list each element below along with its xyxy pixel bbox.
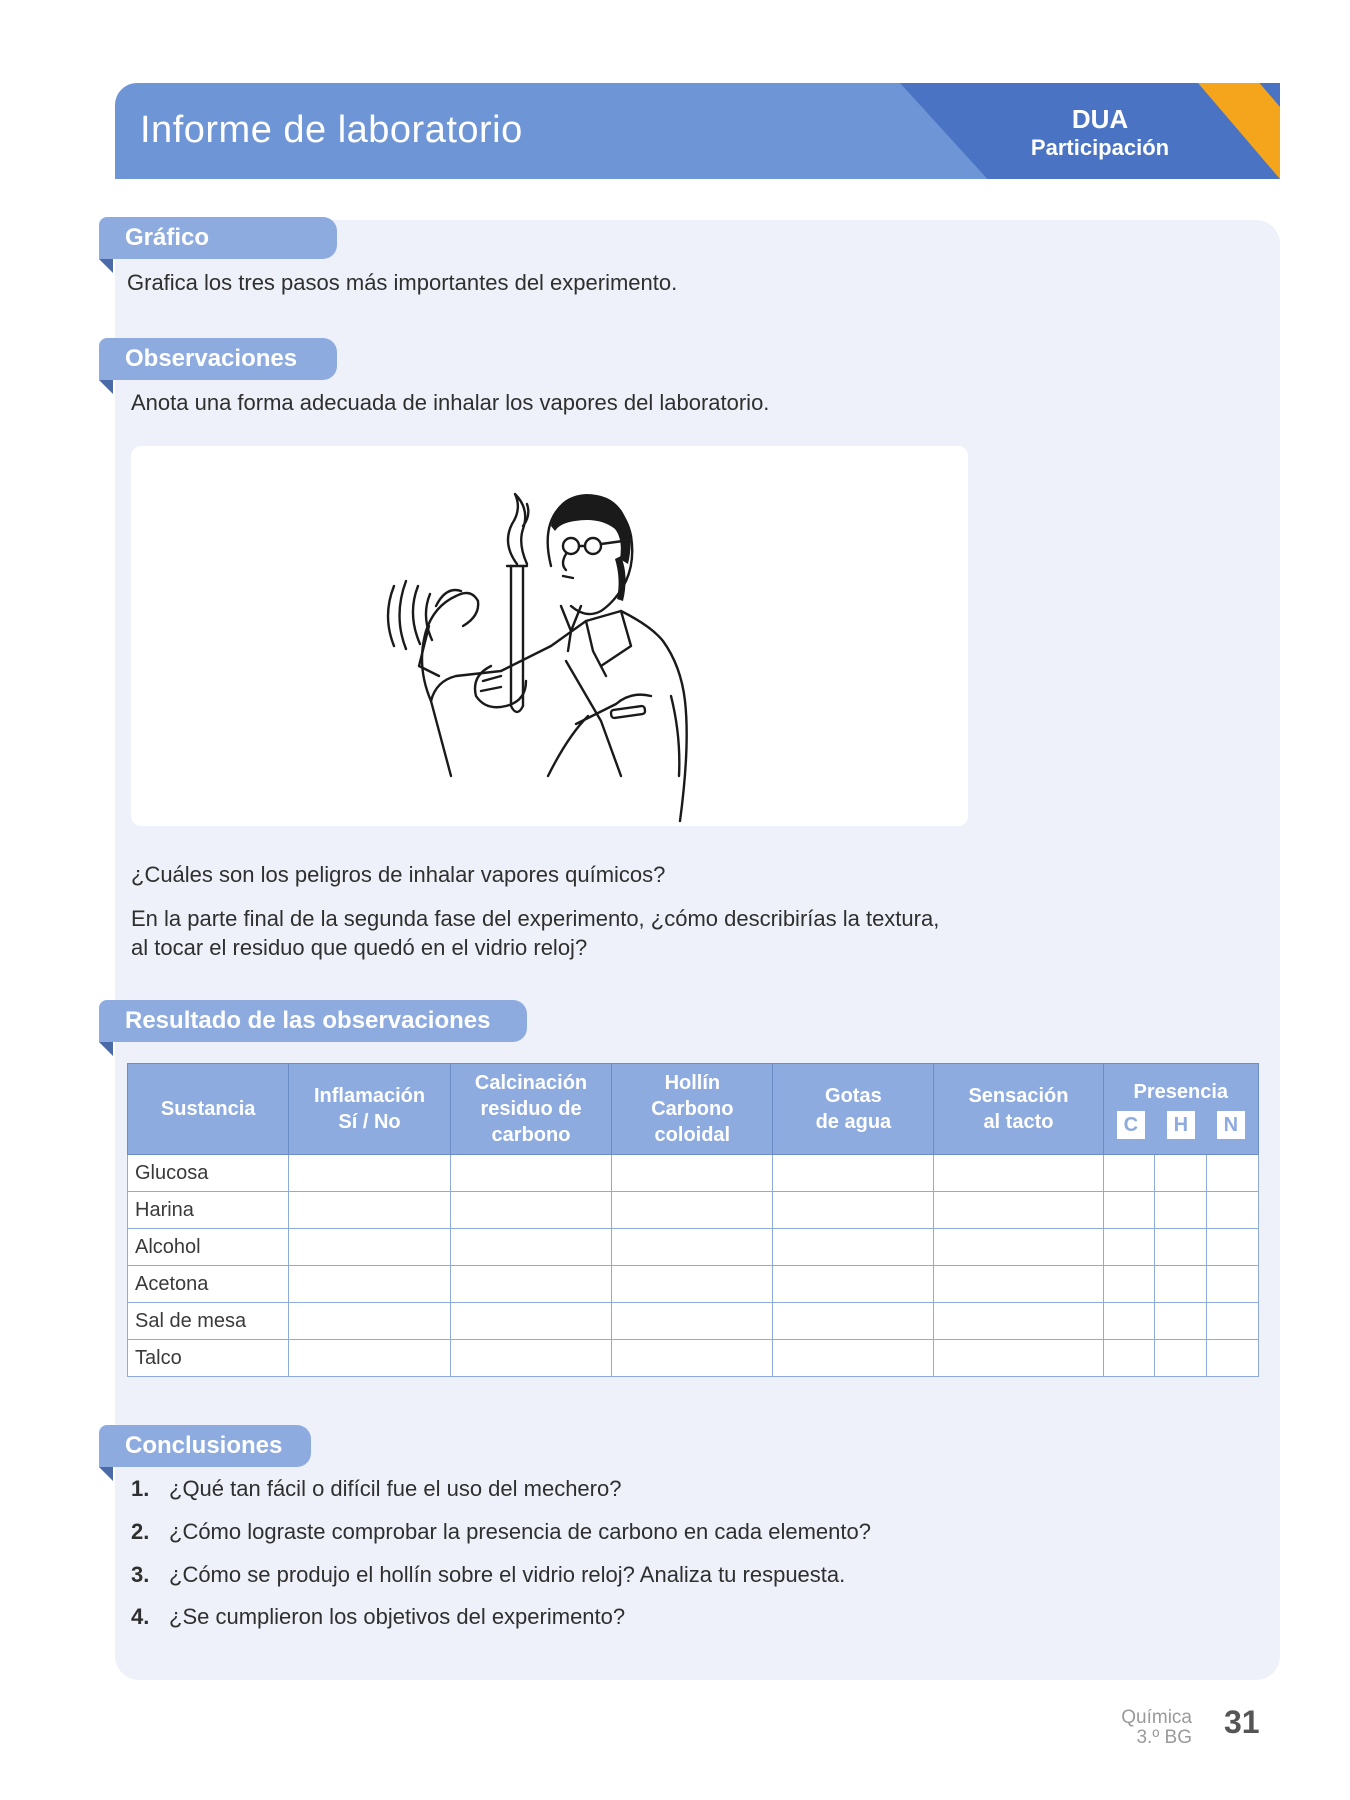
- cell-input[interactable]: [773, 1192, 934, 1229]
- row-label: Acetona: [128, 1266, 289, 1303]
- page-number: 31: [1224, 1704, 1260, 1740]
- cell-input[interactable]: [289, 1229, 450, 1266]
- section-tag-resultado: Resultado de las observaciones: [99, 1000, 527, 1042]
- cell-input[interactable]: [1103, 1229, 1155, 1266]
- grafico-instruction: Grafica los tres pasos más importantes del experimento.: [127, 270, 678, 295]
- header-gotas: Gotas de agua: [773, 1064, 934, 1155]
- cell-input[interactable]: [612, 1155, 773, 1192]
- cell-input[interactable]: [934, 1155, 1103, 1192]
- cell-input[interactable]: [934, 1192, 1103, 1229]
- cell-input[interactable]: [612, 1229, 773, 1266]
- table-row: [128, 1303, 1259, 1340]
- presencia-c-label: C: [1117, 1111, 1145, 1139]
- header-sustancia: Sustancia: [128, 1064, 289, 1155]
- row-label: Glucosa: [128, 1155, 289, 1192]
- presencia-n-label: N: [1217, 1111, 1245, 1139]
- cell-input[interactable]: [1207, 1340, 1259, 1377]
- cell-input[interactable]: [1155, 1266, 1207, 1303]
- cell-input[interactable]: [773, 1303, 934, 1340]
- conclusion-item: 4. ¿Se cumplieron los objetivos del experimento?: [131, 1604, 626, 1629]
- question-textura-line1: En la parte final de la segunda fase del experimento, ¿cómo describirías la textura,: [131, 906, 940, 931]
- cell-input[interactable]: [934, 1303, 1103, 1340]
- row-label: Talco: [128, 1340, 289, 1377]
- cell-input[interactable]: [1207, 1155, 1259, 1192]
- cell-input[interactable]: [1155, 1192, 1207, 1229]
- table-row: [128, 1229, 1259, 1266]
- header-inflamacion: Inflamación Sí / No: [289, 1064, 450, 1155]
- cell-input[interactable]: [612, 1266, 773, 1303]
- table-row: [128, 1340, 1259, 1377]
- question-textura-line2: al tocar el residuo que quedó en el vidrio reloj?: [131, 935, 588, 960]
- cell-input[interactable]: [289, 1192, 450, 1229]
- question-peligros: ¿Cuáles son los peligros de inhalar vapores químicos?: [131, 862, 666, 887]
- cell-input[interactable]: [450, 1155, 611, 1192]
- header-calcinacion: Calcinación residuo de carbono: [450, 1064, 611, 1155]
- cell-input[interactable]: [1103, 1266, 1155, 1303]
- conclusion-item: 2. ¿Cómo lograste comprobar la presencia de carbono en cada elemento?: [131, 1519, 871, 1544]
- row-label: Harina: [128, 1192, 289, 1229]
- cell-input[interactable]: [773, 1340, 934, 1377]
- cell-input[interactable]: [450, 1340, 611, 1377]
- cell-input[interactable]: [1103, 1155, 1155, 1192]
- cell-input[interactable]: [1103, 1192, 1155, 1229]
- table-row: [128, 1266, 1259, 1303]
- results-table: [127, 1063, 1259, 1377]
- section-tag-observaciones: Observaciones: [99, 338, 337, 380]
- cell-input[interactable]: [612, 1192, 773, 1229]
- cell-input[interactable]: [289, 1266, 450, 1303]
- illustration-box: [131, 446, 968, 826]
- cell-input[interactable]: [450, 1303, 611, 1340]
- cell-input[interactable]: [773, 1229, 934, 1266]
- cell-input[interactable]: [450, 1229, 611, 1266]
- row-label: Alcohol: [128, 1229, 289, 1266]
- header-sensacion: Sensación al tacto: [934, 1064, 1103, 1155]
- cell-input[interactable]: [450, 1266, 611, 1303]
- cell-input[interactable]: [934, 1266, 1103, 1303]
- presencia-h-label: H: [1167, 1111, 1195, 1139]
- cell-input[interactable]: [1155, 1340, 1207, 1377]
- cell-input[interactable]: [773, 1155, 934, 1192]
- table-row: [128, 1192, 1259, 1229]
- cell-input[interactable]: [612, 1303, 773, 1340]
- header-presencia: Presencia C H N: [1103, 1064, 1258, 1155]
- section-tag-grafico: Gráfico: [99, 217, 337, 259]
- cell-input[interactable]: [1207, 1266, 1259, 1303]
- cell-input[interactable]: [1155, 1155, 1207, 1192]
- cell-input[interactable]: [289, 1340, 450, 1377]
- dua-subtitle: Participación: [1030, 135, 1170, 160]
- scientist-illustration: [131, 446, 968, 826]
- cell-input[interactable]: [773, 1266, 934, 1303]
- header-hollin: Hollín Carbono coloidal: [612, 1064, 773, 1155]
- cell-input[interactable]: [1103, 1303, 1155, 1340]
- cell-input[interactable]: [1155, 1229, 1207, 1266]
- cell-input[interactable]: [1155, 1303, 1207, 1340]
- page-title: Informe de laboratorio: [140, 109, 523, 151]
- table-row: [128, 1155, 1259, 1192]
- cell-input[interactable]: [289, 1155, 450, 1192]
- observaciones-instruction: Anota una forma adecuada de inhalar los vapores del laboratorio.: [131, 390, 770, 415]
- cell-input[interactable]: [1207, 1229, 1259, 1266]
- cell-input[interactable]: [289, 1303, 450, 1340]
- conclusion-item: 3. ¿Cómo se produjo el hollín sobre el vidrio reloj? Analiza tu respuesta.: [131, 1562, 846, 1587]
- cell-input[interactable]: [1103, 1340, 1155, 1377]
- row-label: Sal de mesa: [128, 1303, 289, 1340]
- footer-subject: Química 3.º BG: [1121, 1707, 1192, 1748]
- cell-input[interactable]: [1207, 1303, 1259, 1340]
- cell-input[interactable]: [934, 1340, 1103, 1377]
- cell-input[interactable]: [450, 1192, 611, 1229]
- cell-input[interactable]: [1207, 1192, 1259, 1229]
- dua-label: DUA: [1071, 104, 1129, 134]
- cell-input[interactable]: [934, 1229, 1103, 1266]
- conclusion-item: 1. ¿Qué tan fácil o difícil fue el uso del mechero?: [131, 1476, 622, 1501]
- cell-input[interactable]: [612, 1340, 773, 1377]
- section-tag-conclusiones: Conclusiones: [99, 1425, 311, 1467]
